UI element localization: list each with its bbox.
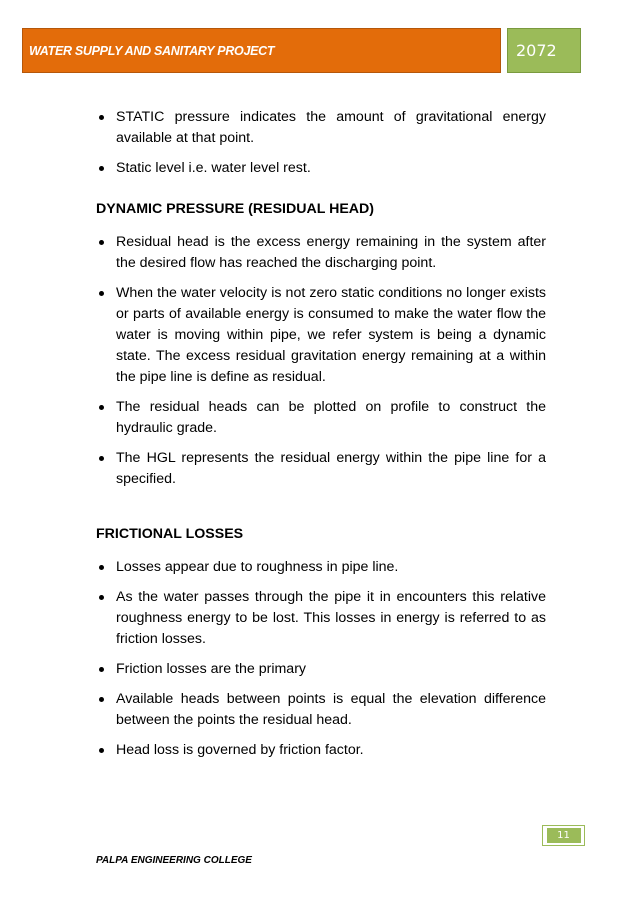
list-item: [96, 283, 546, 388]
dynamic-bullet-list: [96, 232, 546, 490]
list-item: [96, 232, 546, 274]
bullet-icon: [99, 697, 104, 702]
header-year: 2072: [516, 41, 557, 60]
bullet-icon: [99, 405, 104, 410]
list-item: [96, 448, 546, 490]
bullet-icon: [99, 115, 104, 120]
list-item-text: Residual head is the excess energy remaining in the system after the desired flow has reached the discharging point.: [116, 234, 546, 271]
page-number: 11: [557, 830, 570, 841]
document-body: [96, 107, 546, 770]
bullet-icon: [99, 595, 104, 600]
list-item-text: STATIC pressure indicates the amount of gravitational energy available at that point.: [116, 109, 546, 146]
bullet-icon: [99, 240, 104, 245]
list-item-text: Friction losses are the primary: [116, 661, 307, 677]
frictional-losses-heading: FRICTIONAL LOSSES: [96, 526, 244, 542]
page-number-box: [542, 825, 585, 846]
bullet-icon: [99, 166, 104, 171]
list-item: [96, 740, 546, 761]
list-item-text: The HGL represents the residual energy within the pipe line for a specified.: [116, 450, 546, 487]
list-item-text: Static level i.e. water level rest.: [116, 160, 311, 176]
dynamic-pressure-heading: DYNAMIC PRESSURE (RESIDUAL HEAD): [96, 201, 374, 217]
list-item-text: Available heads between points is equal the elevation difference between the points the residual head.: [116, 691, 546, 728]
friction-bullet-list: [96, 557, 546, 761]
list-item: [96, 397, 546, 439]
list-item-text: When the water velocity is not zero static conditions no longer exists or parts of available energy is consumed to make the water flow the water is moving within pipe, we refer system is being a dynamic state. The excess residual gravitation energy remaining at a within the pipe line is define as residual.: [116, 285, 546, 385]
list-item-text: Losses appear due to roughness in pipe line.: [116, 559, 399, 575]
page-header: [22, 28, 612, 73]
header-title: WATER SUPPLY AND SANITARY PROJECT: [29, 43, 275, 58]
page-number-fill: [547, 828, 581, 843]
list-item: [96, 557, 546, 578]
header-year-box: [507, 28, 581, 73]
bullet-icon: [99, 456, 104, 461]
list-item: [96, 107, 546, 149]
list-item: [96, 587, 546, 650]
list-item: [96, 659, 546, 680]
page-footer: PALPA ENGINEERING COLLEGE: [96, 855, 252, 866]
list-item-text: The residual heads can be plotted on profile to construct the hydraulic grade.: [116, 399, 546, 436]
list-item: [96, 689, 546, 731]
list-item-text: Head loss is governed by friction factor.: [116, 742, 364, 758]
bullet-icon: [99, 565, 104, 570]
bullet-icon: [99, 291, 104, 296]
header-title-box: [22, 28, 501, 73]
list-item: [96, 158, 546, 179]
static-bullet-list: [96, 107, 546, 179]
bullet-icon: [99, 748, 104, 753]
bullet-icon: [99, 667, 104, 672]
list-item-text: As the water passes through the pipe it in encounters this relative roughness energy to be lost. This losses in energy is referred to as friction losses.: [116, 589, 546, 647]
